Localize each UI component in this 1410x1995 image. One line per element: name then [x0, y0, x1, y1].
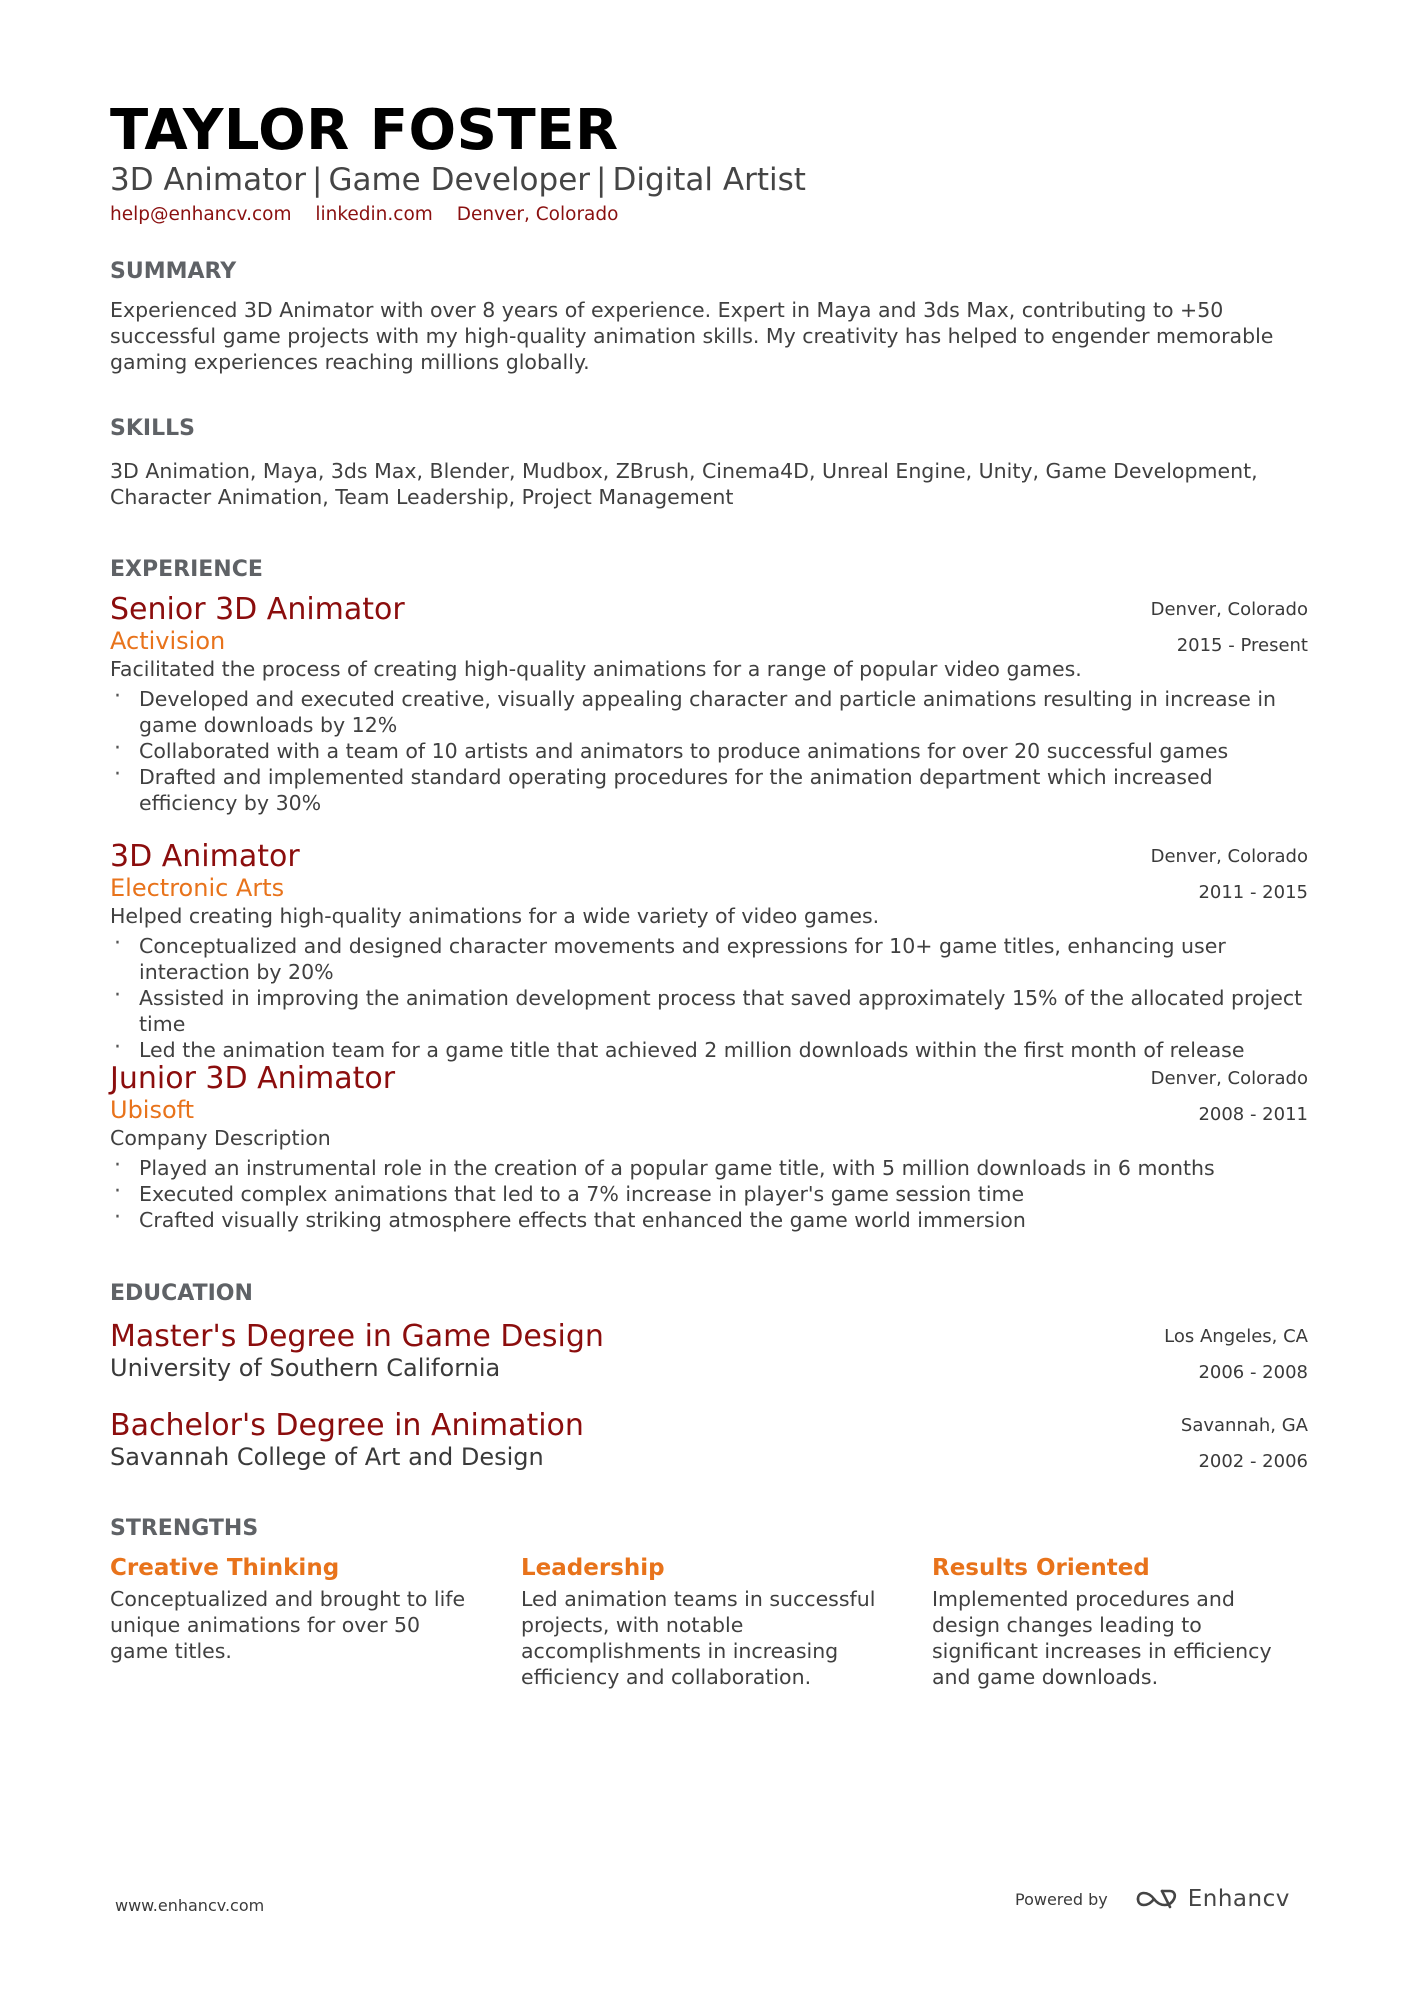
job-location: Denver, Colorado [1150, 846, 1308, 867]
education-entry [110, 1408, 1308, 1472]
candidate-name: TAYLOR FOSTER [110, 98, 619, 163]
education-dates: 2002 - 2006 [1198, 1451, 1308, 1472]
strength-item [932, 1552, 1302, 1690]
school-location: Savannah, GA [1180, 1415, 1308, 1436]
contact-info [110, 202, 636, 228]
education-meta [1164, 1319, 1308, 1391]
achievement-item: · Drafted and implemented standard operating procedures for the animation department which increased efficiency by 30% [110, 764, 1308, 816]
brand-name: Enhancv [1187, 1886, 1290, 1912]
job-location: Denver, Colorado [1150, 1068, 1308, 1089]
job-description: Helped creating high-quality animations for a wide variety of video games. [110, 904, 880, 928]
company-name: Activision [110, 627, 226, 655]
achievement-list [110, 686, 1308, 816]
achievement-item: · Collaborated with a team of 10 artists and animators to produce animations for over 20 successful games [110, 738, 1308, 764]
strengths-heading: STRENGTHS [110, 1516, 259, 1541]
education-dates: 2006 - 2008 [1198, 1362, 1308, 1383]
job-description: Company Description [110, 1126, 331, 1150]
school-name: Savannah College of Art and Design [110, 1443, 544, 1471]
location-text: Denver, Colorado [456, 204, 619, 225]
job-role: 3D Animator [110, 839, 300, 874]
achievement-item: · Led the animation team for a game title that achieved 2 million downloads within the first month of release [110, 1037, 1308, 1063]
email-link[interactable]: help@enhancv.com [110, 204, 292, 225]
company-name: Electronic Arts [110, 874, 285, 902]
job-meta [1151, 1061, 1308, 1133]
achievement-item: · Crafted visually striking atmosphere effects that enhanced the game world immersion [110, 1207, 1308, 1233]
degree-title: Master's Degree in Game Design [110, 1319, 604, 1354]
experience-entry [110, 592, 1308, 816]
job-dates: 2011 - 2015 [1198, 882, 1308, 903]
strength-item [521, 1552, 891, 1690]
skills-text: 3D Animation, Maya, 3ds Max, Blender, Mudbox, ZBrush, Cinema4D, Unreal Engine, Unity, Game Development, Character Animation, Team Leadership, Project Management [110, 459, 1258, 509]
strength-title: Creative Thinking [110, 1555, 340, 1581]
achievement-list [110, 933, 1308, 1063]
company-name: Ubisoft [110, 1096, 195, 1124]
achievement-item: · Played an instrumental role in the creation of a popular game title, with 5 million downloads in 6 months [110, 1155, 1308, 1181]
title-3: Digital Artist [612, 162, 806, 198]
experience-entry [110, 839, 1308, 1063]
footer-branding [1015, 1886, 1290, 1912]
job-titles [110, 160, 806, 200]
strength-text: Implemented procedures and design changes leading to significant increases in efficiency and game downloads. [932, 1587, 1272, 1689]
enhancv-logo-icon [1134, 1886, 1180, 1912]
job-role: Junior 3D Animator [110, 1061, 396, 1096]
education-meta [1181, 1408, 1308, 1480]
title-1: 3D Animator [110, 162, 306, 198]
job-meta [1151, 839, 1308, 911]
education-entry [110, 1319, 1308, 1383]
footer-website-link[interactable]: www.enhancv.com [115, 1896, 265, 1915]
strength-item [110, 1552, 480, 1664]
school-name: University of Southern California [110, 1354, 501, 1382]
title-separator: | [596, 162, 607, 198]
achievement-item: · Developed and executed creative, visually appealing character and particle animations resulting in increase in game downloads by 12% [110, 686, 1308, 738]
achievement-item: · Conceptualized and designed character movements and expressions for 10+ game titles, enhancing user interaction by 20% [110, 933, 1308, 985]
skills-heading: SKILLS [110, 416, 195, 441]
degree-title: Bachelor's Degree in Animation [110, 1408, 584, 1443]
powered-by-label: Powered by [1015, 1889, 1108, 1909]
job-location: Denver, Colorado [1150, 599, 1308, 620]
linkedin-link[interactable]: linkedin.com [315, 204, 433, 225]
experience-heading: EXPERIENCE [110, 557, 263, 582]
strength-title: Leadership [521, 1555, 665, 1581]
job-dates: 2015 - Present [1176, 635, 1308, 656]
summary-heading: SUMMARY [110, 259, 237, 284]
job-dates: 2008 - 2011 [1198, 1104, 1308, 1125]
summary-text: Experienced 3D Animator with over 8 years of experience. Expert in Maya and 3ds Max, contributing to +50 successful game projects with my high-quality animation skills. My creativity has helped to engender memorable gaming experiences reaching millions globally. [110, 298, 1274, 374]
job-role: Senior 3D Animator [110, 592, 405, 627]
strength-title: Results Oriented [932, 1555, 1150, 1581]
job-description: Facilitated the process of creating high-quality animations for a range of popular video games. [110, 657, 1082, 681]
achievement-item: · Executed complex animations that led to a 7% increase in player's game session time [110, 1181, 1308, 1207]
title-separator: | [311, 162, 323, 198]
title-2: Game Developer [328, 162, 591, 198]
strength-text: Led animation teams in successful projects, with notable accomplishments in increasing efficiency and collaboration. [521, 1587, 876, 1689]
school-location: Los Angeles, CA [1164, 1326, 1308, 1347]
achievement-item: · Assisted in improving the animation development process that saved approximately 15% of the allocated project time [110, 985, 1308, 1037]
education-heading: EDUCATION [110, 1281, 253, 1306]
brand-logo[interactable] [1134, 1886, 1290, 1912]
job-meta [1151, 592, 1308, 664]
experience-entry [110, 1061, 1308, 1233]
achievement-list [110, 1155, 1308, 1233]
strength-text: Conceptualized and brought to life unique animations for over 50 game titles. [110, 1587, 466, 1663]
